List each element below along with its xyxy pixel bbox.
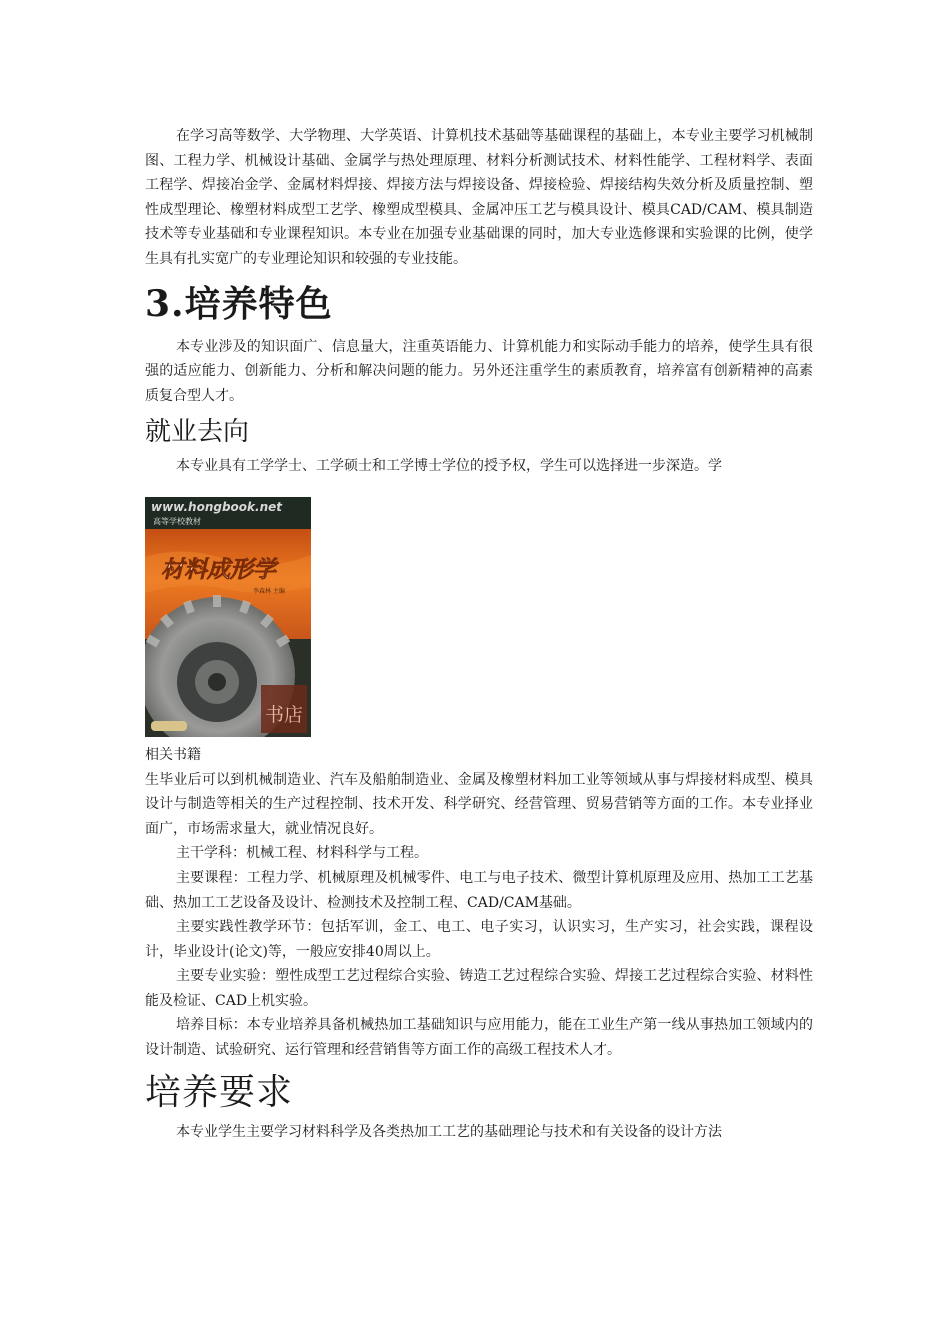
paragraph-main-disciplines: 主干学科：机械工程、材料科学与工程。 <box>176 845 428 862</box>
paragraph-employment-cont: 生毕业后可以到机械制造业、汽车及船舶制造业、金属及橡塑材料加工业等领域从事与焊接材料成型、模具设计与制造等相关的生产过程控制、技术开发、科学研究、经营管理、贸易营销等方面的工作。本专业择业面广，市场需求量大，就业情况良好。 <box>145 771 813 837</box>
figure-caption: 相关书籍 <box>145 746 201 763</box>
paragraph-requirements: 本专业学生主要学习材料科学及各类热加工工艺的基础理论与技术和有关设备的设计方法 <box>176 1123 722 1140</box>
paragraph-practice: 主要实践性教学环节：包括军训，金工、电工、电子实习，认识实习，生产实习，社会实践，课程设计，毕业设计(论文)等，一般应安排40周以上。 <box>145 919 813 960</box>
paragraph-experiments: 主要专业实验：塑性成型工艺过程综合实验、铸造工艺过程综合实验、焊接工艺过程综合实验、材料性能及检证、CAD上机实验。 <box>145 968 813 1009</box>
paragraph-employment-start: 本专业具有工学学士、工学硕士和工学博士学位的授予权，学生可以选择进一步深造。学 <box>176 458 722 475</box>
document-body <box>145 124 813 1144</box>
cover-watermark: www.hongbook.net <box>151 499 283 514</box>
cover-stamp: 书店 <box>265 703 304 726</box>
heading-training-requirements: 培养要求 <box>145 1071 294 1113</box>
cover-author: 李森林 主编 <box>253 587 285 595</box>
heading-training-features: 3.培养特色 <box>145 282 333 325</box>
paragraph-main-courses: 主要课程：工程力学、机械原理及机械零件、电工与电子技术、微型计算机原理及应用、热加工工艺基础、热加工工艺设备及设计、检测技术及控制工程、CAD/CAM基础。 <box>145 869 813 911</box>
paragraph-training-goal: 培养目标：本专业培养具备机械热加工基础知识与应用能力，能在工业生产第一线从事热加工领域内的设计制造、试验研究、运行管理和经营销售等方面工作的高级工程技术人才。 <box>145 1017 813 1059</box>
cover-title: 材料成形学 <box>161 556 276 583</box>
paragraph-curriculum: 在学习高等数学、大学物理、大学英语、计算机技术基础等基础课程的基础上，本专业主要学习机械制图、工程力学、机械设计基础、金属学与热处理原理、材料分析测试技术、材料性能学、工程材料学、表面工程学、焊接冶金学、金属材料焊接、焊接方法与焊接设备、焊接检验、焊接结构失效分析及质量控制、塑性成型理论、橡塑材料成型工艺学、橡塑成型模具、金属冲压工艺与模具设计、模具CAD/CAM、模具制造技术等专业基础和专业课程知识。本专业在加强专业基础课的同时，加大专业选修课和实验课的比例，使学生具有扎实宽广的专业理论知识和较强的专业技能。 <box>145 128 813 267</box>
cover-series: 高等学校教材 <box>153 516 201 526</box>
heading-employment: 就业去向 <box>145 417 250 448</box>
paragraph-features: 本专业涉及的知识面广、信息量大，注重英语能力、计算机能力和实际动手能力的培养，使学生具有很强的适应能力、创新能力、分析和解决问题的能力。另外还注重学生的素质教育，培养富有创新精神的高素质复合型人才。 <box>145 338 813 404</box>
book-cover-image <box>145 497 311 737</box>
